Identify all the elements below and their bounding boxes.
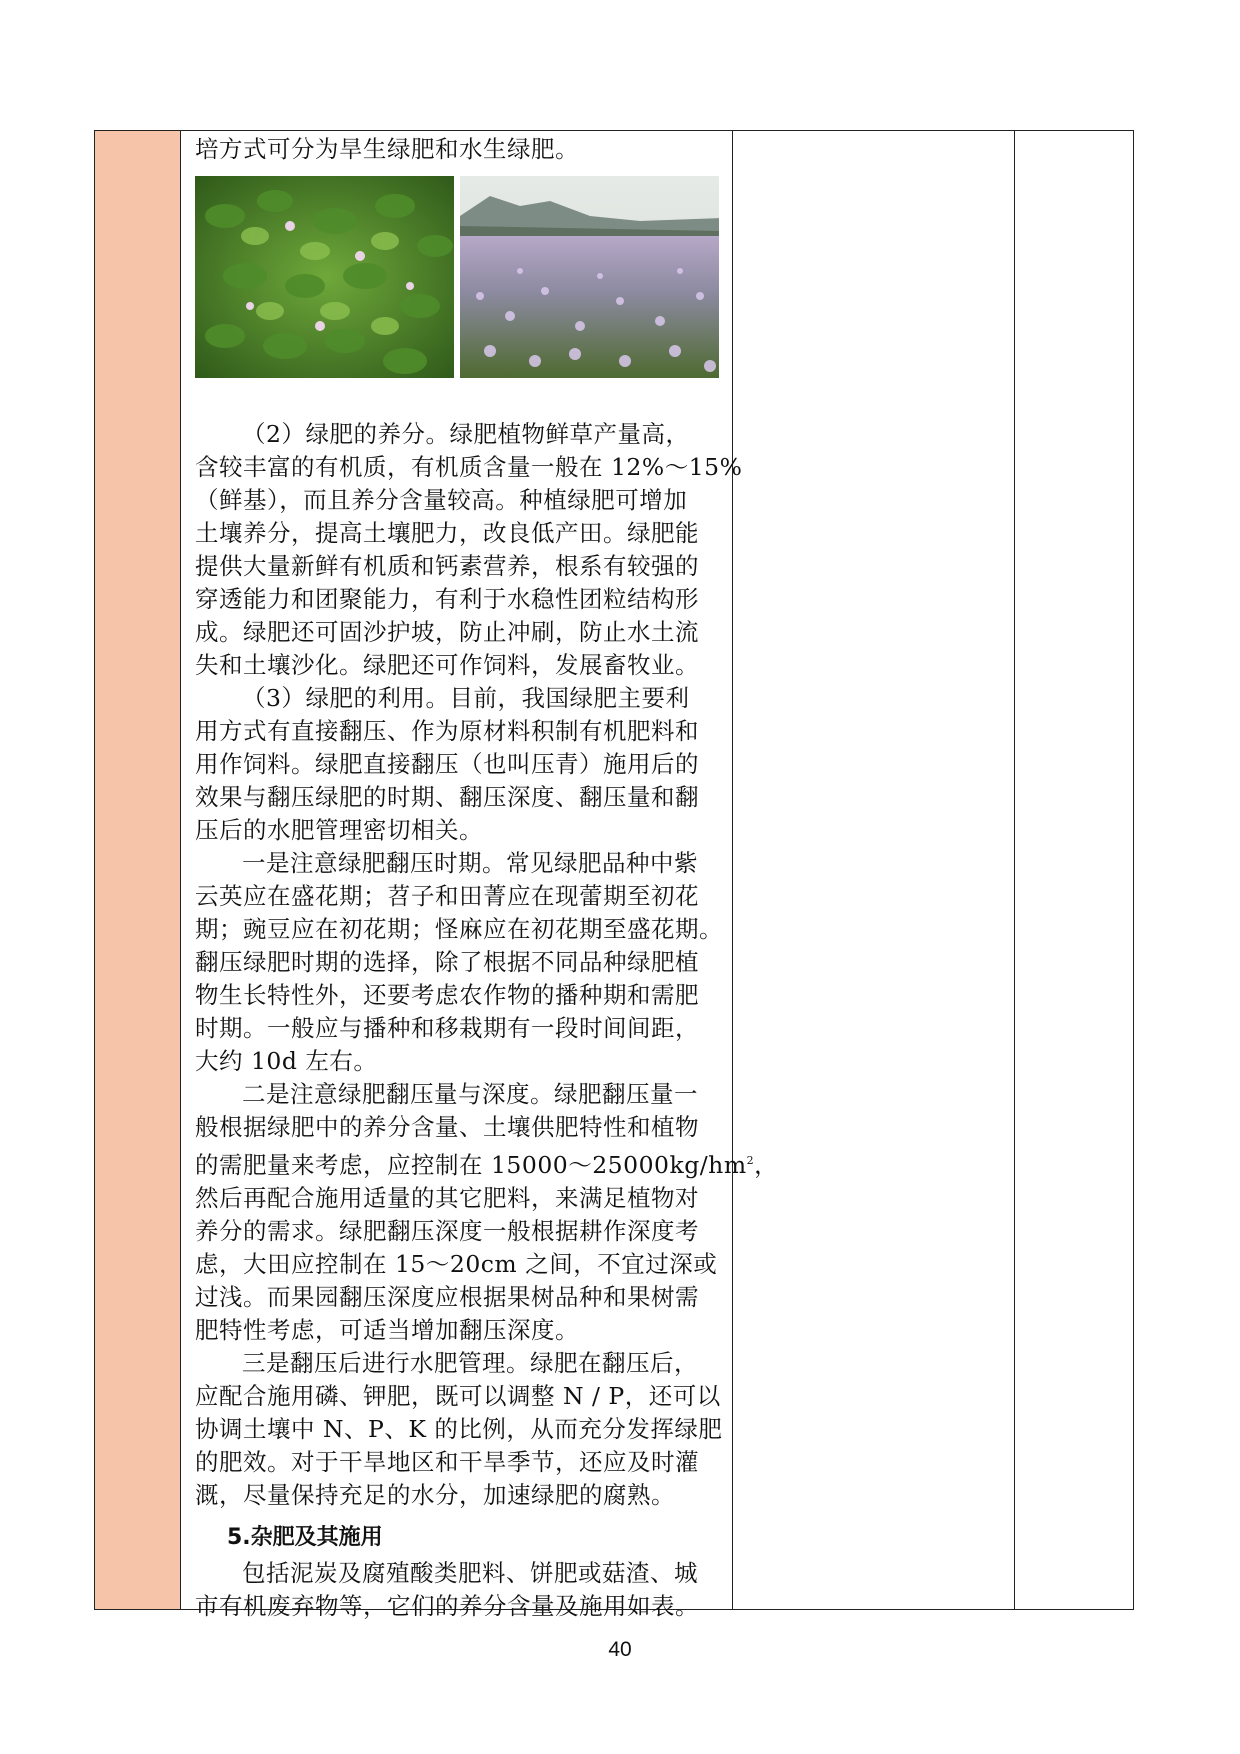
text-line: 过浅。而果园翻压深度应根据果树品种和果树需 [195, 1282, 699, 1311]
text-line: 肥特性考虑，可适当增加翻压深度。 [195, 1315, 579, 1344]
text-line: （3）绿肥的利用。目前，我国绿肥主要利 [242, 684, 690, 712]
text-line: 压后的水肥管理密切相关。 [195, 816, 483, 844]
side-column [95, 131, 181, 1609]
text-line: 穿透能力和团聚能力，有利于水稳性团粒结构形 [195, 585, 699, 613]
superscript: 2 [746, 1154, 755, 1167]
text-line: （2）绿肥的养分。绿肥植物鲜草产量高， [242, 420, 690, 448]
text-line: 失和土壤沙化。绿肥还可作饲料，发展畜牧业。 [195, 651, 699, 679]
main-column [181, 131, 779, 1620]
text-line: 土壤养分，提高土壤肥力，改良低产田。绿肥能 [195, 519, 699, 547]
text-line: 翻压绿肥时期的选择，除了根据不同品种绿肥植 [195, 948, 699, 976]
text-line: 养分的需求。绿肥翻压深度一般根据耕作深度考 [195, 1216, 699, 1245]
text-line: 协调土壤中 N、P、K 的比例，从而充分发挥绿肥 [195, 1414, 723, 1443]
text-line: 般根据绿肥中的养分含量、土壤供肥特性和植物 [195, 1113, 699, 1141]
page-number: 40 [608, 1638, 632, 1661]
text-line: 然后再配合施用适量的其它肥料，来满足植物对 [195, 1183, 699, 1212]
text-line: 包括泥炭及腐殖酸类肥料、饼肥或菇渣、城 [242, 1558, 698, 1587]
text-span: ， [754, 1150, 779, 1179]
page-table [94, 130, 1134, 1620]
text-line: 期；豌豆应在初花期；怪麻应在初花期至盛花期。 [195, 915, 723, 943]
empty-column-3 [733, 131, 1015, 1609]
text-line: 一是注意绿肥翻压时期。常见绿肥品种中紫 [242, 849, 698, 877]
text-line: 三是翻压后进行水肥管理。绿肥在翻压后， [242, 1348, 698, 1377]
text-line: 成。绿肥还可固沙护坡，防止冲刷，防止水土流 [195, 618, 699, 646]
text-line: 大约 10d 左右。 [195, 1047, 378, 1075]
text-line [195, 1144, 779, 1182]
flower-field-photo [460, 176, 719, 378]
photo-row [195, 176, 719, 378]
text-line: 时期。一般应与播种和移栽期有一段时间间距， [195, 1014, 699, 1042]
text-line: 含较丰富的有机质，有机质含量一般在 12%～15% [195, 453, 743, 481]
text-line: 市有机废弃物等，它们的养分含量及施用如表。 [195, 1591, 699, 1620]
text-line: 提供大量新鲜有机质和钙素营养，根系有较强的 [195, 552, 699, 580]
text-span: 的需肥量来考虑，应控制在 15000～25000kg/hm [195, 1150, 747, 1179]
text-line: 培方式可分为旱生绿肥和水生绿肥。 [195, 135, 579, 163]
text-line: 用方式有直接翻压、作为原材料积制有机肥料和 [195, 717, 699, 745]
clover-closeup-photo [195, 176, 454, 378]
main-content [195, 131, 779, 1623]
text-line: 物生长特性外，还要考虑农作物的播种期和需肥 [195, 981, 699, 1009]
text-line: 二是注意绿肥翻压量与深度。绿肥翻压量一 [242, 1080, 698, 1108]
text-line: （鲜基），而且养分含量较高。种植绿肥可增加 [195, 486, 688, 514]
section-heading: 5.杂肥及其施用 [227, 1524, 383, 1550]
text-line: 效果与翻压绿肥的时期、翻压深度、翻压量和翻 [195, 783, 699, 811]
text-line: 应配合施用磷、钾肥，既可以调整 N / P，还可以 [195, 1381, 721, 1410]
text-line: 用作饲料。绿肥直接翻压（也叫压青）施用后的 [195, 750, 699, 778]
text-line: 溉，尽量保持充足的水分，加速绿肥的腐熟。 [195, 1480, 675, 1509]
empty-column-4 [1015, 131, 1133, 1609]
text-line: 虑，大田应控制在 15～20cm 之间，不宜过深或 [195, 1249, 718, 1278]
text-line: 云英应在盛花期；苕子和田菁应在现蕾期至初花 [195, 882, 699, 910]
text-line: 的肥效。对于干旱地区和干旱季节，还应及时灌 [195, 1447, 699, 1476]
